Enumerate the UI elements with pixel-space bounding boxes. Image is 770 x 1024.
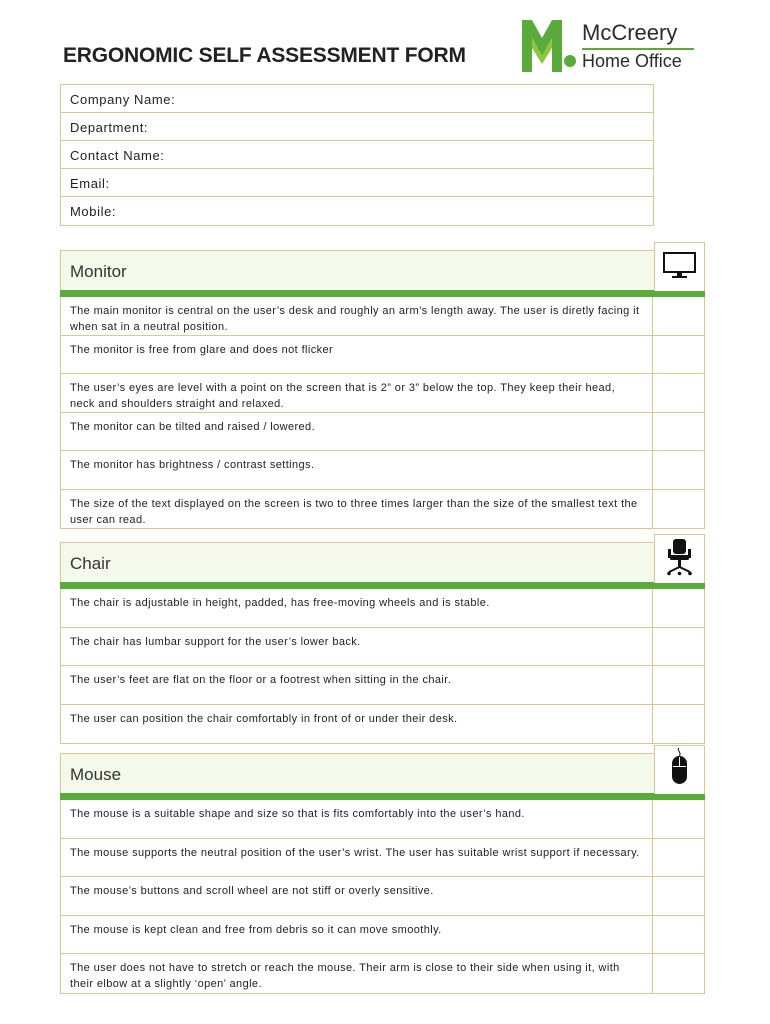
checklist-item-text: The user’s eyes are level with a point on the screen that is 2” or 3” below the top. They keep their head, neck and shoulders straight and relaxed. <box>70 382 616 410</box>
section-divider <box>60 290 705 297</box>
checklist-item-text: The user does not have to stretch or reach the mouse. Their arm is close to their side when using it, with their elbow at a slightly ‘open’ angle. <box>70 962 620 990</box>
checklist-checkbox[interactable] <box>652 705 704 744</box>
checklist-checkbox[interactable] <box>652 916 704 954</box>
email-field[interactable]: Email: <box>61 169 653 197</box>
checklist-item-text: The user can position the chair comfortably in front of or under their desk. <box>70 712 458 725</box>
checklist-row <box>61 451 704 490</box>
chair-header <box>60 542 705 582</box>
logo-subtitle: Home Office <box>582 51 682 71</box>
section-title: Chair <box>70 554 111 573</box>
checklist-item-text: The chair is adjustable in height, padded, has free-moving wheels and is stable. <box>70 597 490 609</box>
checklist-row <box>61 628 704 667</box>
form-title: ERGONOMIC SELF ASSESSMENT FORM <box>63 44 466 67</box>
checklist-row <box>61 374 704 413</box>
checklist-row <box>61 705 704 744</box>
checklist-row <box>61 297 704 336</box>
checklist-item-text: The mouse supports the neutral position of the user’s wrist. The user has suitable wrist support if necessary. <box>70 846 640 859</box>
checklist-item-text: The mouse is a suitable shape and size so that is fits comfortably into the user’s hand. <box>70 808 525 820</box>
mouse-icon-box <box>654 745 705 794</box>
checklist-row <box>61 877 704 916</box>
checklist-item-text: The monitor has brightness / contrast settings. <box>70 459 315 471</box>
logo-mark-icon <box>522 20 562 72</box>
department-field[interactable]: Department: <box>61 113 653 141</box>
monitor-header <box>60 250 705 290</box>
checklist-row <box>61 589 704 628</box>
checklist-checkbox[interactable] <box>652 490 704 529</box>
contact-details-table <box>60 84 654 226</box>
checklist-checkbox[interactable] <box>652 839 704 877</box>
checklist-checkbox[interactable] <box>652 297 704 335</box>
company-logo <box>522 18 702 74</box>
checklist-row <box>61 916 704 955</box>
mouse-checklist <box>60 800 705 994</box>
checklist-item-text: The monitor can be tilted and raised / lowered. <box>70 420 316 433</box>
mobile-field[interactable]: Mobile: <box>70 204 117 219</box>
checklist-checkbox[interactable] <box>652 800 704 838</box>
company-name-field[interactable]: Company Name: <box>61 85 653 113</box>
checklist-checkbox[interactable] <box>652 628 704 666</box>
logo-dot <box>564 55 576 67</box>
checklist-item-text: The main monitor is central on the user’s desk and roughly an arm’s length away. The user is diretly facing it when sat in a neutral position. <box>70 305 640 333</box>
checklist-checkbox[interactable] <box>652 413 704 451</box>
section-title: Monitor <box>70 262 127 281</box>
checklist-item-text: The monitor is free from glare and does not flicker <box>70 343 334 356</box>
monitor-checklist <box>60 297 705 529</box>
mouse-section <box>60 753 705 994</box>
checklist-row <box>61 954 704 993</box>
checklist-item-text: The size of the text displayed on the screen is two to three times larger than the size of the smallest text the user can read. <box>70 497 638 526</box>
logo-divider <box>582 48 694 50</box>
office-chair-icon <box>655 535 704 582</box>
checklist-item-text: The chair has lumbar support for the user’s lower back. <box>70 635 361 648</box>
monitor-icon-box <box>654 242 705 291</box>
checklist-row <box>61 839 704 878</box>
section-title: Mouse <box>70 765 122 784</box>
contact-name-field[interactable]: Contact Name: <box>61 141 653 169</box>
checklist-item-text: The mouse’s buttons and scroll wheel are not stiff or overly sensitive. <box>70 885 434 897</box>
checklist-row <box>61 336 704 375</box>
section-divider <box>60 582 705 589</box>
checklist-checkbox[interactable] <box>652 374 704 412</box>
checklist-checkbox[interactable] <box>652 666 704 704</box>
checklist-checkbox[interactable] <box>652 877 704 915</box>
checklist-checkbox[interactable] <box>652 589 704 627</box>
checklist-row <box>61 413 704 452</box>
section-divider <box>60 793 705 800</box>
monitor-icon <box>655 243 704 290</box>
checklist-item-text: The user’s feet are flat on the floor or a footrest when sitting in the chair. <box>70 674 452 686</box>
monitor-section <box>60 250 705 529</box>
mouse-icon <box>655 746 704 793</box>
checklist-checkbox[interactable] <box>652 336 704 374</box>
checklist-item-text: The mouse is kept clean and free from debris so it can move smoothly. <box>70 923 442 936</box>
checklist-row <box>61 490 704 529</box>
mouse-header <box>60 753 705 793</box>
checklist-row <box>61 666 704 705</box>
chair-section <box>60 542 705 744</box>
chair-checklist <box>60 589 705 744</box>
checklist-checkbox[interactable] <box>652 954 704 993</box>
logo-name: McCreery <box>582 20 678 45</box>
checklist-checkbox[interactable] <box>652 451 704 489</box>
checklist-row <box>61 800 704 839</box>
chair-icon-box <box>654 534 705 583</box>
